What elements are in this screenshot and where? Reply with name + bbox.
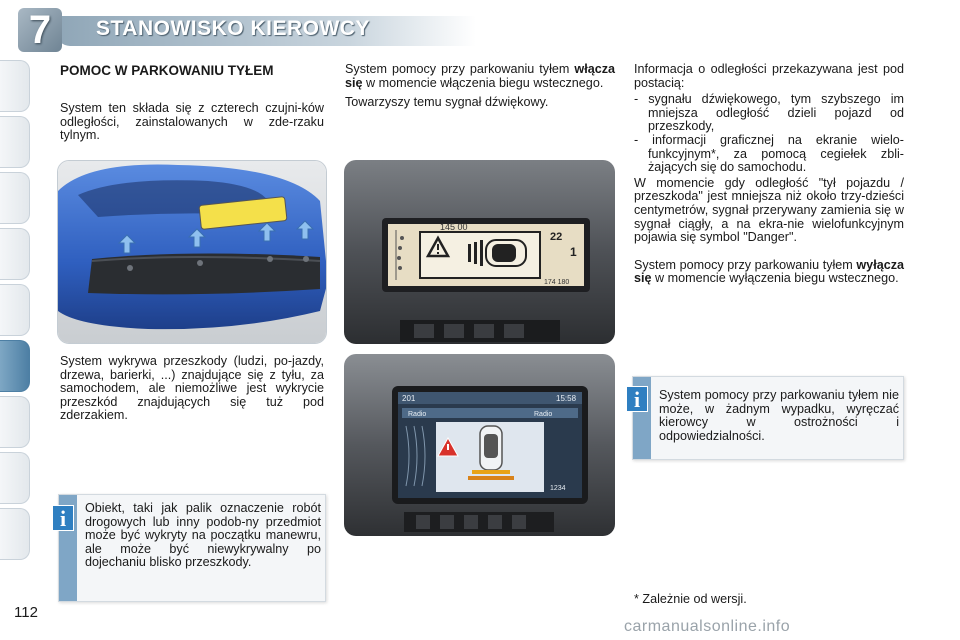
deactivation-paragraph	[634, 259, 904, 286]
footnote: * Zależnie od wersji.	[634, 592, 747, 606]
chapter-tab-strip	[0, 60, 30, 580]
danger-paragraph: W momencie gdy odległość "tył pojazdu / przeszkoda" jest mniejsza niż około trzy-dzieści centymetrów, sygnał przerywany zamienia się w sygnał ciągły, a na ekra-nie wielofunkcyjnym pojawia się symbol "Danger".	[634, 175, 904, 245]
chapter-tab-2[interactable]	[0, 116, 30, 168]
info-box-right-text: System pomocy przy parkowaniu tyłem nie może, w żadnym wypadku, wyręczać kierowcy w ostrożności i odpowiedzialności.	[659, 388, 899, 443]
distance-info-list	[634, 93, 904, 175]
list-item: - informacji graficznej na ekranie wielo-funkcyjnym*, za pomocą cegiełek zbli-żających się do samochodu.	[634, 132, 904, 175]
multifunction-display-photo-lower	[344, 354, 615, 536]
screen-time: 15:58	[556, 394, 577, 403]
info-box-left-text: Obiekt, taki jak palik oznaczenie robót drogowych lub inny podob-ny przedmiot może być wykryty na początku manewru, ale może być niewykrywalny po dojechaniu blisko przeszkody.	[85, 501, 321, 570]
chapter-tab-4[interactable]	[0, 228, 30, 280]
lcd-top-readout: 145 00	[440, 222, 468, 232]
right-column-text	[634, 63, 904, 292]
activation-text	[345, 63, 615, 90]
lcd-right-readout-2: 1	[570, 245, 577, 259]
chapter-tab-9[interactable]	[0, 508, 30, 560]
intro-paragraph	[60, 102, 324, 149]
activation-suffix: w momencie włączenia biegu wstecznego.	[366, 75, 604, 90]
chapter-tab-8[interactable]	[0, 452, 30, 504]
sound-text: Towarzyszy temu sygnał dźwiękowy.	[345, 95, 549, 110]
chapter-tab-3[interactable]	[0, 172, 30, 224]
chapter-tab-7[interactable]	[0, 396, 30, 448]
lcd-right-readout: 22	[550, 231, 563, 243]
info-box-right	[632, 376, 904, 460]
screen-status-left: 201	[402, 394, 416, 403]
intro-text: System ten składa się z czterech czujni-ków odległości, zainstalowanych w zde-rzaku tylnym.	[60, 101, 324, 143]
chapter-number-badge: 7	[18, 8, 62, 52]
multifunction-display-photo-upper	[344, 160, 615, 344]
detection-paragraph	[60, 355, 324, 429]
chapter-tab-5[interactable]	[0, 284, 30, 336]
lcd-bottom-readout: 174 180	[544, 279, 570, 286]
screen-status-right: 1234	[550, 485, 566, 492]
info-box-left	[58, 494, 326, 602]
detection-text: System wykrywa przeszkody (ludzi, po-jazdy, drzewa, barierki, ...) znajdujące się z tyłu, za samochodem, ale niemożliwe jest wykrycie przeszkód znajdujących się tuż pod zderzakiem.	[60, 354, 324, 423]
activation-prefix: System pomocy przy parkowaniu tyłem	[345, 62, 570, 76]
watermark: carmanualsonline.info	[624, 618, 791, 635]
screen-tab-right: Radio	[534, 411, 553, 418]
chapter-tab-6-active[interactable]	[0, 340, 30, 392]
car-rear-sensors-photo	[57, 160, 327, 344]
deactivation-bold: wyłącza się	[634, 257, 904, 286]
chapter-tab-1[interactable]	[0, 60, 30, 112]
activation-paragraph	[345, 63, 615, 116]
deactivation-suffix: w momencie wyłączenia biegu wstecznego.	[655, 271, 899, 286]
activation-bold: włącza się	[345, 62, 616, 90]
page-title: STANOWISKO KIEROWCY	[96, 17, 370, 40]
page-number: 112	[14, 604, 38, 621]
list-item: - sygnału dźwiękowego, tym szybszego im mniejsza odległość dzieli pojazd od przeszkody,	[634, 92, 904, 134]
section-heading: POMOC W PARKOWANIU TYŁEM	[60, 63, 274, 78]
deactivation-prefix: System pomocy przy parkowaniu tyłem	[634, 257, 853, 272]
screen-tab-left: Radio	[408, 411, 427, 418]
info-icon: i	[626, 386, 648, 412]
info-icon: i	[52, 505, 74, 531]
distance-info-intro: Informacja o odległości przekazywana jest pod postacią:	[634, 62, 904, 90]
